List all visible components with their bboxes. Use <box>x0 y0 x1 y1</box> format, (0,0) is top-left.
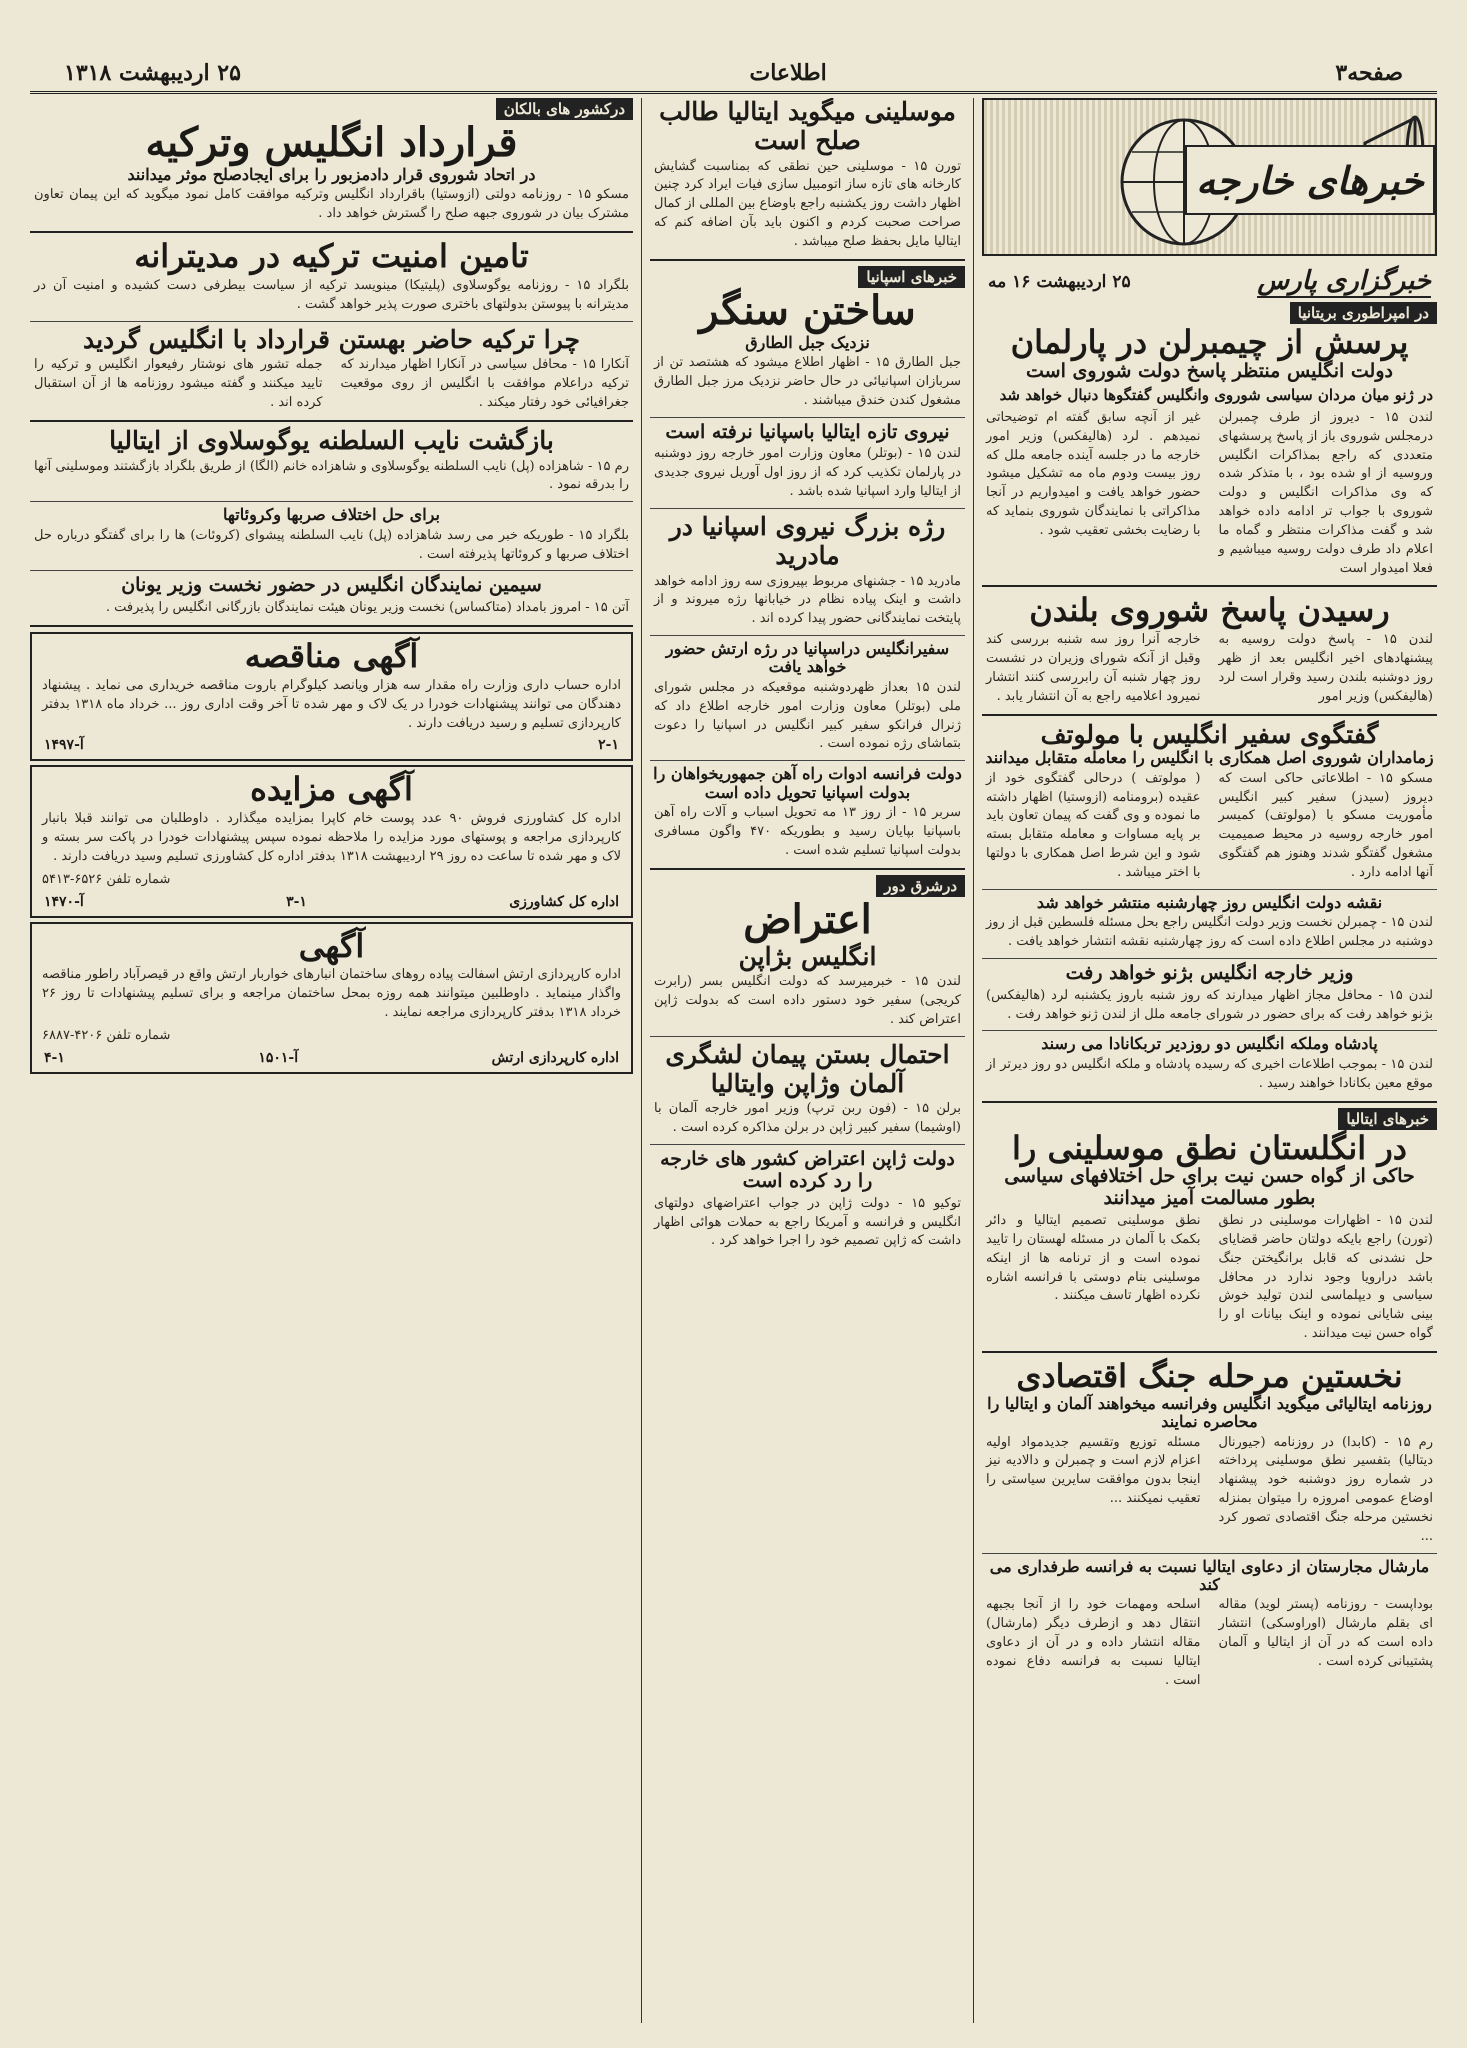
ad-signature: اداره کل کشاورزی <box>509 893 619 910</box>
subheadline: حاکی از گواه حسن نیت برای حل اختلافهای سیاسی بطور مسالمت آمیز میدانند <box>1004 1165 1415 1210</box>
subheadline: دولت انگلیس منتظر پاسخ دولت شوروی است <box>1026 359 1393 382</box>
divider <box>982 889 1437 890</box>
article-why-turkey <box>30 326 633 415</box>
ad-footer <box>38 735 625 755</box>
article-railway-equipment <box>650 765 965 862</box>
body-text: خارجه آنرا روز سه شنبه بررسی کند وقبل از آنکه شورای وزیران در نشست روز چهار شنبه آن رابررسی کنند انتشار نمیرود اعلامیه راجع به آن انتشار یابد . <box>986 632 1201 704</box>
body-text: لندن ۱۵ - چمبرلن نخست وزیر دولت انگلیس راجع بحل مسئله فلسطین قبل از روز دوشنبه در مجلس اطلاع داده است که روز چهارشنبه نقشه انتشار خواهد یافت . <box>986 915 1433 950</box>
divider <box>650 1144 965 1145</box>
column-rule <box>973 98 974 2023</box>
article-soviet-reply <box>982 592 1437 708</box>
deck: روزنامه ایتالیائی میگوید انگلیس وفرانسه میخواهند آلمان و ایتالیا را محاصره نمایند <box>987 1393 1432 1432</box>
divider <box>30 420 633 422</box>
body-text: بلگراد ۱۵ - طوریکه خبر می رسد شاهزاده (پل) نایب السلطنه پیشوای (کروئات) ها را برای گفتگو درباره حل اختلاف صربها و کروئاتها پذیرفته است . <box>34 527 630 562</box>
masthead <box>30 54 1437 94</box>
article-body <box>982 768 1437 885</box>
divider <box>982 1101 1437 1103</box>
ad-auction <box>30 765 633 917</box>
body-text: جمله تشور های نوشتار رفیعوار انگلیس و ترکیه را تایید میکنند و گفته میشود روزنامه ها از آن استقبال کرده اند . <box>34 357 323 410</box>
ad-code: آ-۱۴۹۷ <box>44 737 84 754</box>
headline: پرسش از چیمبرلن در پارلمان <box>1010 323 1409 361</box>
ad-code: آ-۱۴۷۰ <box>44 893 84 910</box>
article-ambassador-parade <box>650 640 965 756</box>
headline: رژه بزرگ نیروی اسپانیا در مادرید <box>669 512 946 570</box>
issue-date: ۲۵ اردیبهشت ۱۳۱۸ <box>64 59 241 86</box>
right-column <box>982 98 1437 2023</box>
divider <box>982 1553 1437 1554</box>
headline: دولت ژاپن اعتراض کشور های خارجه را رد کرده است <box>660 1147 955 1192</box>
ad-code: ۲-۱ <box>598 737 619 754</box>
page-number: صفحه۳ <box>1335 59 1403 86</box>
article-serbs-croats <box>30 506 633 566</box>
body-text: لندن ۱۵ - خبرمیرسد که دولت انگلیس بسر (رابرت کریجی) سفیر خود دستور داده است که بدولت ژاپن اعتراض کند . <box>654 974 961 1027</box>
headline: در انگلستان نطق موسلینی را <box>1011 1128 1408 1167</box>
body-text: رم ۱۵ - (کابدا) در روزنامه (جیورنال دیتالیا) بتفسیر نطق موسلینی پرداخته در شماره روز دوشنبه خود پیشنهاد اوضاع عمومی امروزه را میتوان بمنزله نخستین مرحله جنگ اقتصادی تصور کرد ... <box>1218 1434 1433 1544</box>
article-body <box>982 1210 1437 1346</box>
newspaper-name: اطلاعات <box>749 59 827 86</box>
article-anglo-turkish <box>30 120 633 226</box>
body-text: برلن ۱۵ - (فون ربن ترپ) وزیر امور خارجه آلمان با (اوشیما) سفیر کبیر ژاپن در برلن مذاکره کرده است . <box>654 1101 962 1136</box>
body-text: لندن ۱۵ - پاسخ دولت روسیه به پیشنهادهای اخیر انگلیس بعد از ظهر روز دوشنبه بلندن رسید وقرار است لرد (هالیفکس) وزیر امور <box>1218 632 1433 704</box>
headline: تامین امنیت ترکیه در مدیترانه <box>134 237 529 276</box>
body-text: لندن ۱۵ - اظهارات موسلینی در نطق (تورن) راجع بایکه دولتان حاضر قضایای حل نشدنی که قابل برانگیختن جنگ باشد درارویا وجود ندارد در محافل سیاسی و دیپلماسی لندن تولید خوش بینی شایانی نموده و اینک بیانات او را گواه حسن نیت میدانند . <box>1218 1213 1434 1342</box>
deck: در ژنو میان مردان سیاسی شوروی وانگلیس گفتگوها دنبال خواهد شد <box>999 385 1433 404</box>
article-chamberlain <box>982 324 1437 580</box>
divider <box>982 585 1437 587</box>
headline: پادشاه وملکه انگلیس دو روزدیر تربکانادا می رسند <box>1041 1034 1378 1054</box>
agency-line <box>982 262 1437 302</box>
divider <box>30 625 633 627</box>
section-tag: در امپراطوری بریتانیا <box>1290 302 1437 324</box>
body-text: توکیو ۱۵ - دولت ژاپن در جواب اعتراضهای دولتهای انگلیس و فرانسه و آمریکا راجع به حملات هوائی اظهار داشت که ژاپن تصمیم خود را اجرا خواهد کرد . <box>654 1195 961 1249</box>
divider <box>650 508 965 509</box>
divider <box>982 1351 1437 1353</box>
divider <box>30 501 633 502</box>
divider <box>30 570 633 571</box>
headline: ساختن سنگر <box>699 286 916 334</box>
ad-notice <box>30 922 633 1074</box>
article-mediterranean <box>30 238 633 316</box>
divider <box>650 259 965 261</box>
divider <box>650 868 965 870</box>
headline: اعتراض <box>743 895 872 943</box>
headline: دولت فرانسه ادوات راه آهن جمهوریخواهان را بدولت اسپانیا تحویل داده است <box>653 764 962 802</box>
ad-tender <box>30 632 633 761</box>
section-tag: خبرهای اسپانیا <box>858 266 965 288</box>
ad-code: ۴-۱ <box>44 1049 65 1066</box>
body-text: مسکو ۱۵ - روزنامه دولتی (ازوستیا) باقرارداد انگلیس وترکیه موافقت کامل نمود میگوید که این پیمان تعاون مشترک بیان در شوروی جبهه صلح را گسترش خواهد داد . <box>34 187 629 222</box>
body-text: لندن ۱۵ - (بوتلر) معاون وزارت امور خارجه روز دوشنبه در پارلمان تکذیب کرد که از روز اول آوریل نیروی جدیدی از ایتالیا وارد اسپانیا شده باشد . <box>654 446 962 500</box>
deck: در اتحاد شوروی قرار دادمزبور را برای ایجادصلح موثر میدانند <box>127 165 536 184</box>
subheadline: انگلیس بژاپن <box>738 941 877 971</box>
article-trenches <box>650 288 965 413</box>
ad-body: اداره کل کشاورزی فروش ۹۰ عدد پوست خام کاپرا بمزایده میگذارد . داوطلبان می توانند قبلا بانبار کارپردازی مراجعه و پوستهای مورد مزایده را ملاحظه نموده سپس پیشنهادات خودرا در پاکت سر بسته و لاک و مهر شده تا ساعت ده روز ۲۹ اردیبهشت ۱۳۱۸ بدفتر اداره کل کشاورزی تسلیم وسید دریافت دارند . <box>42 811 621 864</box>
headline: نخستین مرحله جنگ اقتصادی <box>1016 1356 1403 1395</box>
divider <box>650 1036 965 1037</box>
article-body <box>30 354 633 415</box>
section-tag: خبرهای ایتالیا <box>1338 1108 1437 1130</box>
deck: زمامداران شوروی اصل همکاری با انگلیس را معامله متقابل میدانند <box>985 748 1434 768</box>
column-rule <box>641 98 642 2023</box>
agency-date: ۲۵ اردیبهشت ۱۶ مه <box>988 272 1131 292</box>
headline: رسیدن پاسخ شوروی بلندن <box>1029 591 1390 630</box>
headline: قرارداد انگلیس وترکیه <box>145 119 518 166</box>
ad-footer <box>38 892 625 912</box>
body-text: بوداپست - روزنامه (پستر لوید) مقاله ای بقلم مارشال (اوراوسکی) انتشار داده است که در آن از ایتالیا و آلمان پشتیبانی کرده است . <box>1218 1597 1433 1669</box>
divider <box>30 321 633 322</box>
headline: سیمین نمایندگان انگلیس در حضور نخست وزیر یونان <box>121 574 542 597</box>
ad-title: آگهی مزایده <box>250 770 413 809</box>
ad-phone: شماره تلفن ۶۵۲۶-۵۴۱۳ <box>42 871 171 887</box>
article-mussolini-speech <box>982 1130 1437 1346</box>
article-body <box>982 1594 1437 1692</box>
divider <box>982 958 1437 959</box>
body-text: اسلحه ومهمات خود را از آنجا بجبهه انتقال دهد و ازطرف دیگر (مارشال) مقاله انتشار داده و در آن از دعاوی ایتالیا نسبت به فرانسه دفاع نموده است . <box>986 1597 1201 1688</box>
article-protest-japan <box>650 897 965 1032</box>
article-italian-forces <box>650 422 965 504</box>
body-text: سربر ۱۵ - از روز ۱۳ مه تحویل اسباب و آلات راه آهن باسپانیا بپایان رسید و بطوریکه ۴۷۰ واگون مسافری بدولت اسپانیا تسلیم شده است . <box>654 804 961 858</box>
ad-title: آگهی مناقصه <box>244 637 419 676</box>
article-madrid-parade <box>650 513 965 631</box>
body-text: نطق موسلینی تصمیم ایتالیا و دائر بکمک با آلمان در مسئله لهستان را تایید نموده است و از ترنامه ها از اینکه موسلینی بنام دوستی با فرانسه اشاره نکرده اظهار تاسف میکنند . <box>986 1213 1201 1304</box>
body-text: لندن ۱۵ - دیروز از طرف چمبرلن درمجلس شوروی باز از پاسخ پرسشهای متعددی که راجع بمذاکرات انگلیس وروسیه از او شده بود ، با متذکر شده که وی مذاکرات انگلیس و دولت شوروی با جواب تر ادامه داده خواهد شد و گفت مذاکرات منتظر و گماه ما اعلام داد طرف دولت روسیه میباشیم و فعلا امیدوار است <box>1218 409 1433 576</box>
body-text: مادرید ۱۵ - جشنهای مربوط بپیروزی سه روز ادامه خواهد داشت و اینک پیاده نظام در خیابانها رژه میروند و از پایتخت نمایندگانی حضور پیدا کرده اند . <box>654 573 961 627</box>
article-king-canada <box>982 1035 1437 1095</box>
ad-phone: شماره تلفن ۴۲۰۶-۶۸۸۷ <box>42 1027 171 1043</box>
ad-body: اداره حساب داری وزارت راه مقدار سه هزار ویانصد کیلوگرام باروت مناقصه خریداری می نماید . پیشنهاد دهندگان می توانند پیشنهادات خودرا در یک لاک و مهر شده تا آخر وقت اداری روز ... خرداد ماه ۱۳۱۸ بدفتر کارپردازی تسلیم و رسید دریافت دارند . <box>42 677 622 731</box>
article-body <box>982 407 1437 581</box>
headline: سفیرانگلیس دراسپانیا در رژه ارتش حضور خواهد یافت <box>665 639 950 677</box>
ad-footer <box>38 1048 625 1068</box>
article-japan-rejects <box>650 1149 965 1253</box>
body-text: مسئله توزیع وتقسیم جدیدمواد اولیه اعزام لازم است و چمبرلن و دالادیه نیز اینجا بدون موافقت سایرین سیاستی را تعقیب نمیکنند ... <box>986 1434 1201 1507</box>
ad-body: اداره کارپردازی ارتش اسفالت پیاده روهای ساختمان انبارهای خواربار ارتش واقع در قیصرآباد راطور مناقصه واگذار مینماید . داوطلبین میتوانند همه روزه بمحل ساختمان مراجعه و برای تسلیم پیشنهادات تا روز ۲۶ خرداد ۱۳۱۸ بدفتر کارپردازی مراجعه نمایند . <box>42 967 621 1021</box>
body-text: لندن ۱۵ - بموجب اطلاعات اخیری که رسیده پادشاه و ملکه انگلیس دو روز دیرتر از موقع معین بکانادا خواهند رسید . <box>986 1056 1433 1091</box>
headline: چرا ترکیه حاضر بهستن قرارداد با انگلیس گردید <box>82 324 581 354</box>
body-text: رم ۱۵ - شاهزاده (پل) نایب السلطنه یوگوسلاوی و شاهزاده خانم (الگا) از طریق بلگراد بازگشتند وموسلینی آنها را بدرقه نمود . <box>34 458 629 493</box>
left-column <box>30 98 633 2023</box>
newspaper-page <box>30 40 1437 2025</box>
body-text: جبل الطارق ۱۵ - اظهار اطلاع میشود که هشتصد تن از سربازان اسپانیائی در حال حاضر نزدیک مرز جبل الطارق مشغول کندن خندق میباشند . <box>654 355 961 408</box>
divider <box>650 635 965 636</box>
headline: وزیر خارجه انگلیس بژنو خواهد رفت <box>1065 961 1354 984</box>
divider <box>30 231 633 233</box>
middle-column <box>650 98 965 2023</box>
body-text: مسکو ۱۵ - اطلاعاتی حاکی است که دیروز (سیدز) سفیر کبیر انگلیس مأموریت مسکو با (مولوتف) کمیسر امور خارجه روسیه در محیط صمیمیت مشغول گفتگو شدند وهنوز هم گفتگوی آنها ادامه دارد . <box>1218 770 1434 881</box>
banner-title: خبرهای خارجه <box>1185 145 1435 215</box>
headline: موسلینی میگوید ایتالیا طالب صلح است <box>659 98 956 155</box>
headline: نیروی تازه ایتالیا باسپانیا نرفته است <box>665 420 950 443</box>
article-hungary-marshal <box>982 1558 1437 1693</box>
article-greece <box>30 575 633 620</box>
headline: برای حل اختلاف صربها وکروئاتها <box>223 505 440 525</box>
headline: احتمال بستن پیمان لشگری آلمان وژاپن وایتالیا <box>665 1039 950 1098</box>
article-halifax-geneva <box>982 963 1437 1027</box>
headline: نقشه دولت انگلیس روز چهارشنبه منتشر خواهد شد <box>1036 892 1383 912</box>
article-body <box>982 1432 1437 1549</box>
subheadline: نزدیک جبل الطارق <box>745 332 870 352</box>
body-text: تورن ۱۵ - موسلینی حین نطقی که بمناسبت گشایش کارخانه های تازه ساز اتومبیل سازی فیات ایراد کرد چنین اظهار داشت روز یکشنبه راجع باوضاع بین المللی از کمال صراحت صحبت کردم و اکنون باید بآن اضافه کنم که ایتالیا مایل بحفظ صلح میباشد . <box>654 158 961 249</box>
article-palestine-plan <box>982 894 1437 954</box>
article-molotov <box>982 721 1437 885</box>
body-text: لندن ۱۵ بعداز ظهردوشنبه موقعیکه در مجلس شورای ملی (بوتلر) معاون وزارت امور خارجه اطلاع داد که ژنرال فرانکو سفیر کبیر انگلیس در اسپانیا را دعوت بتماشای رژه نموده است . <box>654 679 961 752</box>
body-text: بلگراد ۱۵ - روزنامه یوگوسلاوی (پلیتیکا) مینویسد ترکیه از سیاست بیطرفی دست کشیده و امنیت آن در مدیترانه با پیوستن بدولتهای باختری صورت پذیر خواهد گشت . <box>34 277 629 312</box>
article-regent-return <box>30 427 633 497</box>
section-tag: درشرق دور <box>876 875 965 897</box>
divider <box>982 1030 1437 1031</box>
headline: گفتگوی سفیر انگلیس با مولوتف <box>1040 719 1379 749</box>
ad-signature: اداره کارپردازی ارتش <box>491 1049 619 1066</box>
body-text: آتن ۱۵ - امروز بامداد (متاکساس) نخست وزیر یونان هیئت نمایندگان بازرگانی انگلیس را پذیرفت . <box>105 600 629 616</box>
ad-code: ۳-۱ <box>286 893 307 910</box>
article-military-pact <box>650 1041 965 1140</box>
headline: مارشال مجارستان از دعاوی ایتالیا نسبت به فرانسه طرفداری می کند <box>989 1556 1430 1594</box>
divider <box>650 417 965 418</box>
ad-title: آگهی <box>298 926 365 965</box>
divider <box>982 714 1437 716</box>
article-economic-war <box>982 1358 1437 1549</box>
article-body <box>982 629 1437 708</box>
agency-name: خبرگزاری پارس <box>1257 266 1431 296</box>
body-text: غیر از آنچه سابق گفته ام توضیحاتی نمیدهم . لرد (هالیفکس) وزیر امور خارجه ما در جلسه آینده جامعه ملل که روز بیست ودوم ماه مه تشکیل میشود حضور خواهد یافت و امیدواریم در آنجا مذاکراتی با نمایندگان شوروی بنماید که با رضایت بخشی تعقیب شود . <box>986 409 1201 538</box>
headline: بازگشت نایب السلطنه یوگوسلاوی از ایتالیا <box>109 425 554 455</box>
body-text: ( مولوتف ) درحالی گفتگوی خود از عقیده (برومنامه (ازوستیا) اظهار داشته ما نموده و وی گفت که پیمان تعاون باید بر پایه مساوات و معامله متقابل بسته شود و این شرط اصل همکاری با دولتها با اختر میباشد . <box>986 770 1201 881</box>
ad-code: آ-۱۵۰۱ <box>258 1049 299 1066</box>
foreign-news-banner <box>982 98 1437 256</box>
section-tag: درکشور های بالکان <box>496 98 633 120</box>
article-mussolini-peace <box>650 98 965 254</box>
body-text: لندن ۱۵ - محافل مجاز اظهار میدارند که روز شنبه باروز یکشنبه لرد (هالیفکس) بژنو خواهد رفت که برای حضور در شورای جامعه ملل از لندن ژنو خواهد رفت . <box>986 987 1434 1022</box>
divider <box>650 760 965 761</box>
body-text: آنکارا ۱۵ - محافل سیاسی در آنکارا اظهار میدارند که ترکیه دراعلام موافقت با انگلیس از روی موقعیت جغرافیائی خود رفتار میکند . <box>340 357 629 410</box>
